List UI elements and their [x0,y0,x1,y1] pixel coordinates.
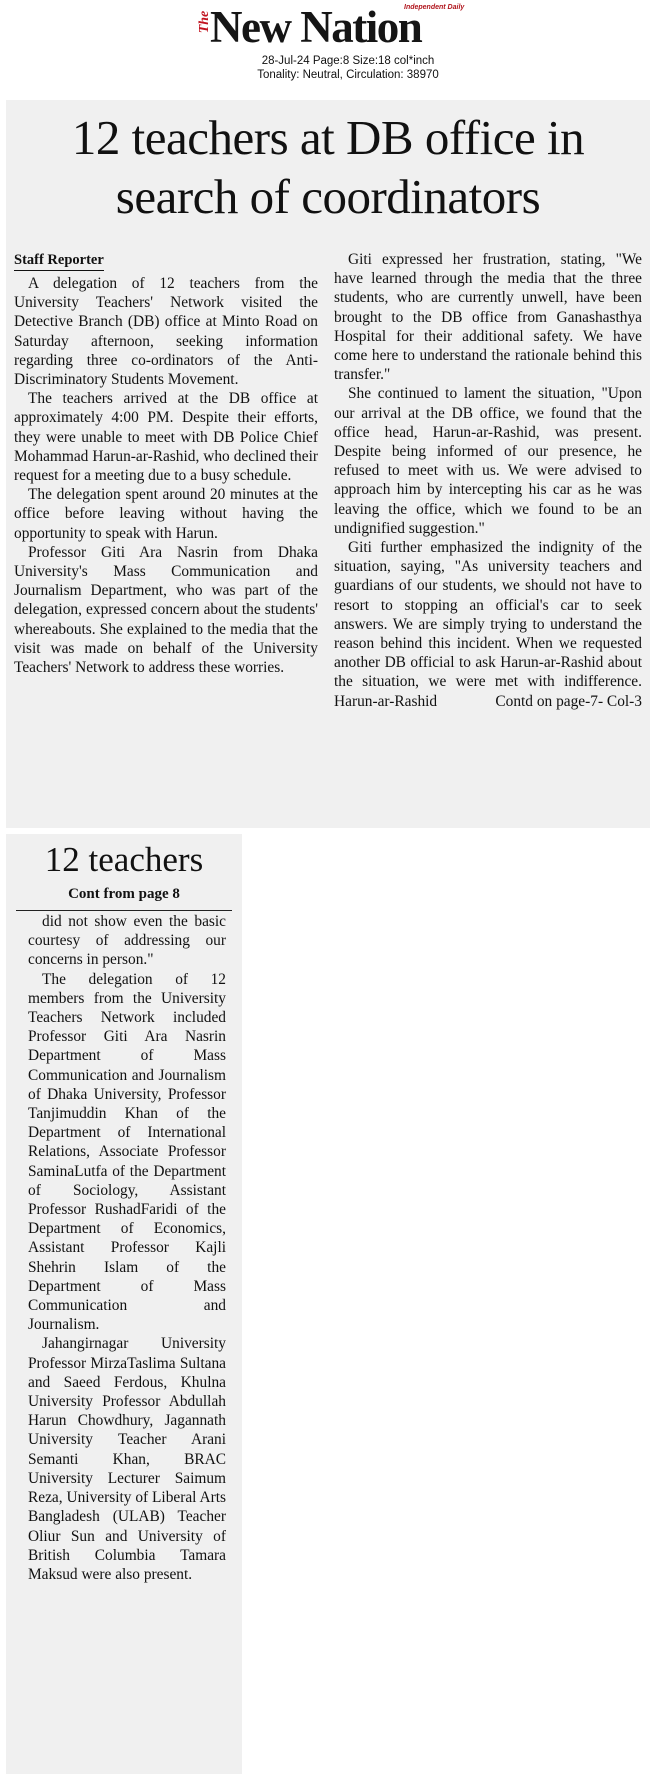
paragraph: did not show even the basic courtesy of addressing our concerns in person." [28,913,226,969]
paragraph [334,538,642,711]
clipping-date-size: 28-Jul-24 Page:8 Size:18 col*inch [261,55,435,67]
continuation-box [6,834,242,1774]
paragraph: Giti expressed her frustration, stating, "We have learned through the media that the three students, who are currently unwell, have been brought to the DB office from Ganashasthya Hospital for their additional safety. We have come here to understand the rationale behind this transfer." [334,251,642,384]
masthead-name: New Nation [210,2,422,52]
paragraph: The teachers arrived at the DB office at approximately 4:00 PM. Despite their efforts, they were unable to meet with DB Police Chief Mohammad Harun-ar-Rashid, who declined their request for a meeting due to a busy schedule. [14,390,318,485]
continued-on-note: Contd on page-7- Col-3 [495,692,642,710]
byline: Staff Reporter [14,250,104,271]
paragraph: A delegation of 12 teachers from the University Teachers' Network visited the Detective Branch (DB) office at Minto Road on Saturday afternoon, seeking information regarding three co-ordinators of the Anti-Discriminatory Students Movement. [14,275,318,389]
article-column-2 [334,250,642,711]
headline-line-2: search of coordinators [115,169,541,224]
article-main [6,100,650,828]
continuation-subtitle: Cont from page 8 [68,886,180,902]
masthead-the: The [197,10,212,34]
continuation-column [28,912,226,1584]
clipping-metadata [0,54,656,82]
article-column-1 [14,250,318,677]
masthead-tagline: Independent Daily [404,4,465,11]
clipping-tonality-circulation: Tonality: Neutral, Circulation: 38970 [257,69,439,81]
paragraph: The delegation of 12 members from the University Teachers Network included Professor Giti Ara Nasrin Department of Mass Communication and Journalism of Dhaka University, Professor Tanjimuddin Khan of the Department of International Relations, Associate Professor SaminaLutfa of the Department of Sociology, Assistant Professor RushadFaridi of the Department of Economics, Assistant Professor Kajli Shehrin Islam of the Department of Mass Communication and Journalism. [28,970,226,1334]
headline-line-1: 12 teachers at DB office in [71,110,585,165]
paragraph: Professor Giti Ara Nasrin from Dhaka University's Mass Communication and Journalism Department, who was part of the delegation, expressed concern about the students' whereabouts. She explained to the media that the visit was made on behalf of the University Teachers' Network to address these worries. [14,543,318,677]
divider [16,910,232,911]
paragraph: She continued to lament the situation, "Upon our arrival at the DB office, we found that the office head, Harun-ar-Rashid, was present. Despite being informed of our presence, he refused to meet with us. We were advised to approach him by intercepting his car as he was leaving the office, which we found to be an undignified suggestion." [334,385,642,537]
paragraph-text: Giti further emphasized the indignity of the situation, saying, "As university teachers and guardians of our students, we should not have to resort to stopping an official's car to seek answers. We are simply trying to understand the reason behind this incident. When we requested another DB official to ask Harun-ar-Rashid about the situation, we were met with indifference. Harun-ar-Rashid [334,539,642,710]
paragraph: Jahangirnagar University Professor MirzaTaslima Sultana and Saeed Ferdous, Khulna University Professor Abdullah Harun Chowdhury, Jagannath University Teacher Arani Semanti Khan, BRAC University Lecturer Saimum Reza, University of Liberal Arts Bangladesh (ULAB) Teacher Oliur Sun and University of British Columbia Tamara Maksud were also present. [28,1335,226,1583]
headline [6,108,650,226]
newspaper-masthead [188,2,478,52]
continuation-title: 12 teachers [44,840,204,879]
paragraph: The delegation spent around 20 minutes at the office before leaving without having the opportunity to speak with Harun. [14,486,318,542]
